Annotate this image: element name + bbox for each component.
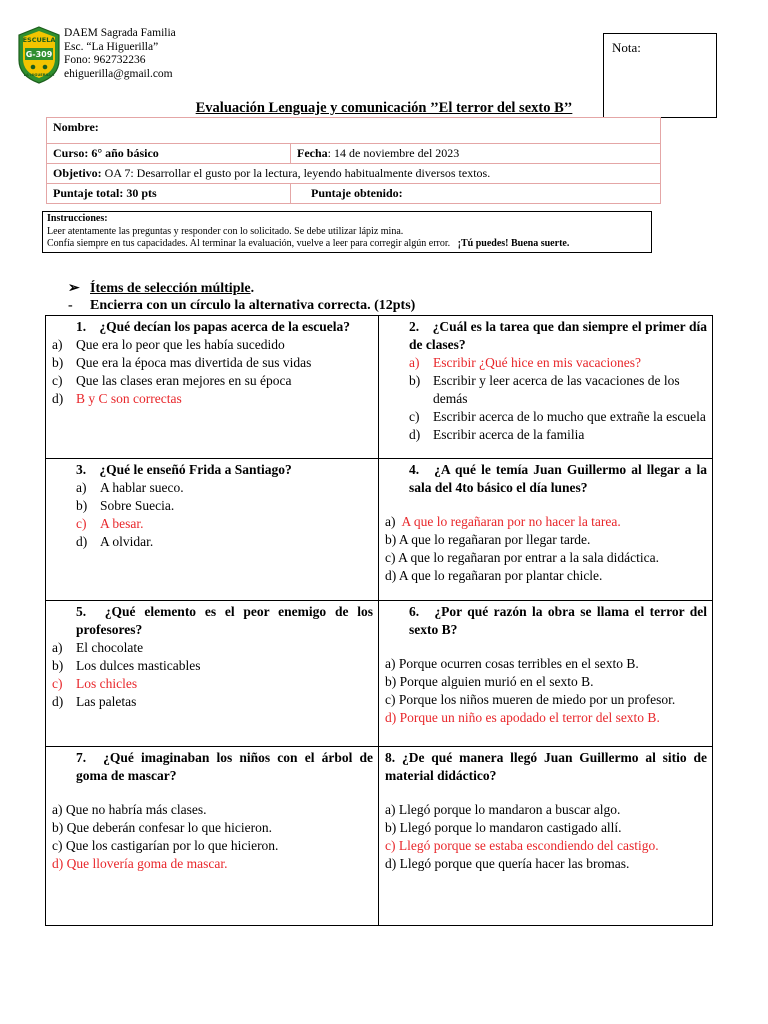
- course-cell: Curso: 6° año básico: [47, 144, 291, 164]
- option-1b[interactable]: b) Que era la época mas divertida de sus vidas: [52, 355, 312, 370]
- option-4a[interactable]: a) A que lo regañaran por no hacer la tarea.: [385, 514, 621, 529]
- school-line-daem: DAEM Sagrada Familia: [64, 27, 176, 39]
- option-8d[interactable]: d) Llegó porque que quería hacer las bromas.: [385, 856, 630, 871]
- option-2a[interactable]: a) Escribir ¿Qué hice en mis vacaciones?: [409, 355, 642, 370]
- option-5a[interactable]: a) El chocolate: [52, 640, 144, 655]
- option-8b[interactable]: b) Llegó porque lo mandaron castigado allí.: [385, 820, 622, 835]
- school-header: [64, 27, 176, 81]
- date-cell: Fecha: 14 de noviembre del 2023: [291, 144, 661, 164]
- option-4d[interactable]: d) A que lo regañaran por plantar chicle.: [385, 568, 603, 583]
- question-2: 2. ¿Cuál es la tarea que dan siempre el primer día de clases? a) Escribir ¿Qué hice en mis vacaciones? b) Escribir y leer acerca de las vacaciones de los demás c) Escribir acerca de lo mucho que extrañe la escuela d) Escribir acerca de la familia: [379, 316, 713, 459]
- option-7c[interactable]: c) Que los castigarían por lo que hicieron.: [52, 838, 279, 853]
- option-5c[interactable]: c) Los chicles: [52, 676, 138, 691]
- option-4b[interactable]: b) A que lo regañaran por llegar tarde.: [385, 532, 591, 547]
- option-5d[interactable]: d) Las paletas: [52, 694, 137, 709]
- section-instruction: - Encierra con un círculo la alternativa correcta. (12pts): [68, 298, 416, 313]
- instructions-line-2: Confía siempre en tus capacidades. Al terminar la evaluación, vuelve a leer para corregir algún error. ¡Tú puedes! Buena suerte.: [47, 238, 570, 249]
- arrow-bullet-icon: ➢: [68, 281, 80, 296]
- option-4c[interactable]: c) A que lo regañaran por entrar a la sala didáctica.: [385, 550, 660, 565]
- option-7b[interactable]: b) Que deberán confesar lo que hicieron.: [52, 820, 273, 835]
- school-line-email: ehiguerilla@gmail.com: [64, 67, 173, 80]
- option-8c[interactable]: c) Llegó porque se estaba escondiendo del castigo.: [385, 838, 659, 853]
- option-1c[interactable]: c) Que las clases eran mejores en su época: [52, 373, 292, 388]
- option-5b[interactable]: b) Los dulces masticables: [52, 658, 201, 673]
- objective-cell: Objetivo: OA 7: Desarrollar el gusto por la lectura, leyendo habitualmente diversos textos.: [47, 164, 661, 184]
- total-score-cell: Puntaje total: 30 pts: [47, 184, 291, 204]
- option-3b[interactable]: b) Sobre Suecia.: [76, 498, 175, 513]
- option-3d[interactable]: d) A olvidar.: [76, 534, 154, 549]
- questions-grid: [45, 315, 713, 926]
- grade-label: Nota:: [612, 40, 641, 55]
- section-heading: ➢ Ítems de selección múltiple.: [68, 281, 255, 296]
- instructions-label: Instrucciones:: [47, 213, 108, 224]
- question-4: 4. ¿A qué le temía Juan Guillermo al llegar a la sala del 4to básico el día lunes? a) A que lo regañaran por no hacer la tarea. b) A que lo regañaran por llegar tarde. c) A que lo regañaran por entrar a la sala didáctica. d) A que lo regañaran por plantar chicle.: [379, 459, 713, 601]
- question-8: 8. ¿De qué manera llegó Juan Guillermo al sitio de material didáctico? a) Llegó porque lo mandaron a buscar algo. b) Llegó porque lo mandaron castigado allí. c) Llegó porque se estaba escondiendo del castigo. d) Llegó porque que quería hacer las bromas.: [379, 747, 713, 926]
- option-3a[interactable]: a) A hablar sueco.: [76, 480, 184, 495]
- option-1a[interactable]: a) Que era lo peor que les había sucedido: [52, 337, 285, 352]
- question-3: 3. ¿Qué le enseñó Frida a Santiago? a) A hablar sueco. b) Sobre Suecia. c) A besar. d) A olvidar.: [46, 459, 379, 601]
- logo-middle-text: G-309: [25, 50, 53, 59]
- dash-bullet: -: [68, 298, 73, 313]
- question-1: 1. ¿Qué decían los papas acerca de la escuela? a) Que era lo peor que les había sucedido b) Que era la época mas divertida de sus vidas c) Que las clases eran mejores en su época d) B y C son correctas: [46, 316, 379, 459]
- option-6b[interactable]: b) Porque alguien murió en el sexto B.: [385, 674, 594, 689]
- page-title: Evaluación Lenguaje y comunicación ’’El terror del sexto B’’: [195, 100, 573, 116]
- name-field[interactable]: Nombre:: [47, 118, 661, 144]
- option-2b[interactable]: b) Escribir y leer acerca de las vacaciones de los demás: [409, 373, 680, 406]
- option-8a[interactable]: a) Llegó porque lo mandaron a buscar algo.: [385, 802, 621, 817]
- student-info-table: [46, 117, 661, 204]
- instructions-line-1: Leer atentamente las preguntas y responder con lo solicitado. Se debe utilizar lápiz mina.: [47, 225, 404, 237]
- obtained-score-field[interactable]: Puntaje obtenido:: [291, 184, 661, 204]
- option-6d[interactable]: d) Porque un niño es apodado el terror del sexto B.: [385, 710, 660, 725]
- option-7a[interactable]: a) Que no habría más clases.: [52, 802, 207, 817]
- question-5: 5. ¿Qué elemento es el peor enemigo de los profesores? a) El chocolate b) Los dulces masticables c) Los chicles d) Las paletas: [46, 601, 379, 747]
- option-3c[interactable]: c) A besar.: [76, 516, 144, 531]
- question-6: 6. ¿Por qué razón la obra se llama el terror del sexto B? a) Porque ocurren cosas terribles en el sexto B. b) Porque alguien murió en el sexto B. c) Porque los niños mueren de miedo por un profesor. d) Porque un niño es apodado el terror del sexto B.: [379, 601, 713, 747]
- school-line-name: Esc. “La Higuerilla”: [64, 40, 159, 53]
- logo-top-text: ESCUELA: [22, 36, 56, 44]
- option-6c[interactable]: c) Porque los niños mueren de miedo por un profesor.: [385, 692, 676, 707]
- school-logo: [17, 26, 61, 84]
- logo-bottom-text: LA HIGUERILLA: [23, 73, 55, 77]
- option-2c[interactable]: c) Escribir acerca de lo mucho que extrañe la escuela: [409, 409, 706, 424]
- option-6a[interactable]: a) Porque ocurren cosas terribles en el sexto B.: [385, 656, 639, 671]
- option-7d[interactable]: d) Que llovería goma de mascar.: [52, 856, 228, 871]
- instructions-box: [42, 211, 652, 253]
- question-7: 7. ¿Qué imaginaban los niños con el árbol de goma de mascar? a) Que no habría más clases. b) Que deberán confesar lo que hicieron. c) Que los castigarían por lo que hicieron. d) Que llovería goma de mascar.: [46, 747, 379, 926]
- option-2d[interactable]: d) Escribir acerca de la familia: [409, 427, 585, 442]
- school-line-phone: Fono: 962732236: [64, 54, 146, 66]
- option-1d[interactable]: d) B y C son correctas: [52, 391, 182, 406]
